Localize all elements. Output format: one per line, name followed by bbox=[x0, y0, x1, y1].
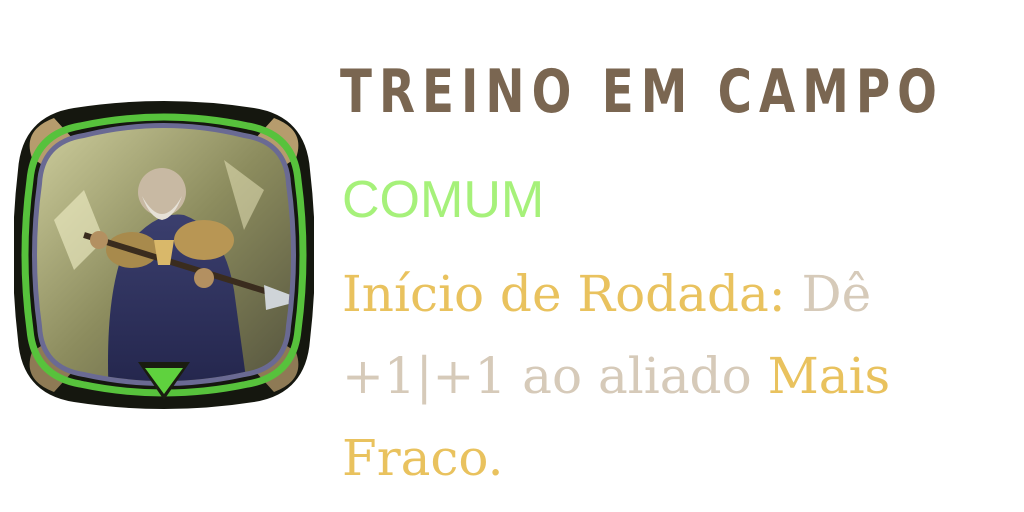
keyword-weakest: Mais Fraco bbox=[342, 347, 891, 487]
card-description bbox=[342, 253, 982, 499]
description-text: Dê +1|+1 ao aliado bbox=[342, 265, 872, 405]
knight-portrait-icon bbox=[14, 100, 314, 410]
card-art-badge bbox=[14, 100, 314, 410]
description-period: . bbox=[487, 429, 504, 487]
keyword-round-start: Início de Rodada: bbox=[342, 265, 786, 323]
rarity-label: COMUM bbox=[342, 171, 545, 229]
card-title: TREINO EM CAMPO bbox=[340, 57, 944, 127]
